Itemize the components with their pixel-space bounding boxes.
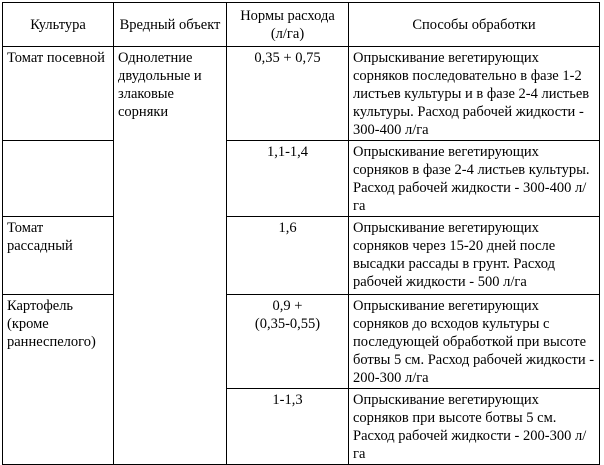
header-row bbox=[3, 3, 600, 47]
method-cell: Опрыскивание вегетирующих сорняков через 15-20 дней после высадки рассады в грунт. Расход рабочей жидкости - 500 л/га bbox=[349, 217, 600, 295]
table-row bbox=[3, 295, 600, 389]
norm-cell: 1,6 bbox=[227, 217, 349, 295]
method-cell: Опрыскивание вегетирующих сорняков в фазе 2-4 листьев культуры. Расход рабочей жидкости - 300-400 л/га bbox=[349, 141, 600, 217]
norm-cell: 1,1-1,4 bbox=[227, 141, 349, 217]
header-culture: Культура bbox=[3, 3, 114, 47]
target-cell: Однолетние двудольные и злаковые сорняки bbox=[114, 47, 227, 465]
norm-cell: 1-1,3 bbox=[227, 389, 349, 465]
header-target: Вредный объект bbox=[114, 3, 227, 47]
table-row bbox=[3, 217, 600, 295]
table-row bbox=[3, 141, 600, 217]
method-cell: Опрыскивание вегетирующих сорняков последовательно в фазе 1-2 листьев культуры и в фазе 2-4 листьев культуры. Расход рабочей жидкости - 300-400 л/га bbox=[349, 47, 600, 141]
norm-cell bbox=[227, 295, 349, 389]
herbicide-table bbox=[2, 2, 600, 465]
culture-cell: Томат рассадный bbox=[3, 217, 114, 295]
header-norm: Нормы расхода (л/га) bbox=[227, 3, 349, 47]
culture-cell: Томат посевной bbox=[3, 47, 114, 141]
header-method: Способы обработки bbox=[349, 3, 600, 47]
norm-line: 0,9 + bbox=[272, 298, 303, 314]
culture-cell-empty bbox=[3, 141, 114, 217]
method-cell: Опрыскивание вегетирующих сорняков до всходов культуры с последующей обработкой при высоте ботвы 5 см. Расход рабочей жидкости - 200-300 л/га bbox=[349, 295, 600, 389]
method-cell: Опрыскивание вегетирующих сорняков при высоте ботвы 5 см. Расход рабочей жидкости - 200-300 л/га bbox=[349, 389, 600, 465]
norm-cell: 0,35 + 0,75 bbox=[227, 47, 349, 141]
table-row bbox=[3, 47, 600, 141]
culture-cell: Картофель (кроме раннеспелого) bbox=[3, 295, 114, 465]
norm-line: (0,35-0,55) bbox=[254, 316, 321, 332]
